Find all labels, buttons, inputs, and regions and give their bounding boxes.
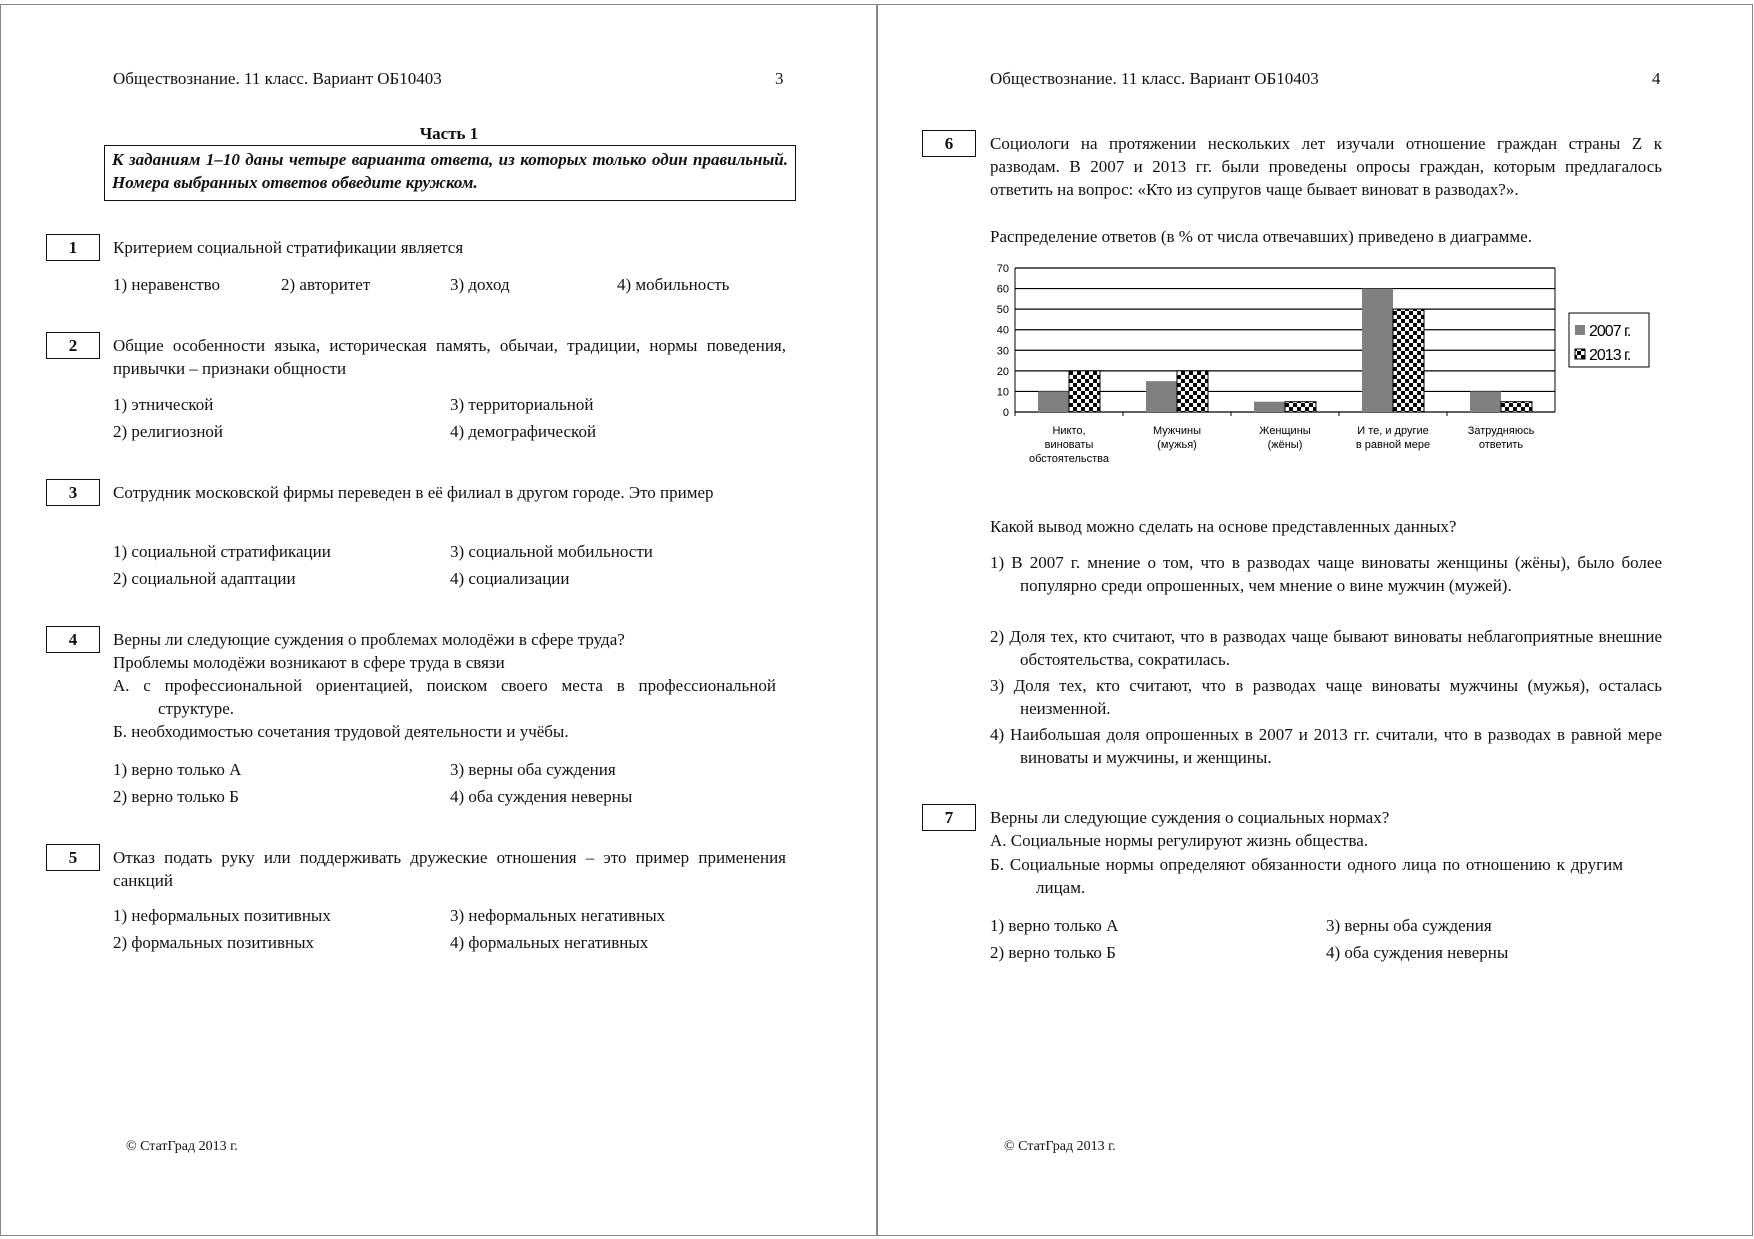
answer-option[interactable]: 1) неравенство [113, 275, 221, 294]
footer-copyright: © СтатГрад 2013 г. [1004, 1139, 1116, 1154]
answer-option[interactable]: 3) верны оба суждения [450, 760, 616, 779]
x-tick-label: Женщины [1259, 425, 1311, 437]
answer-option[interactable]: 2) религиозной [113, 422, 224, 441]
bar-2007 [1362, 289, 1393, 412]
legend-swatch [1575, 325, 1585, 335]
question-text: Отказ подать руку или поддерживать дружеские отношения – это пример применения санкций [113, 848, 786, 890]
question-number: 5 [46, 844, 100, 871]
question-number: 1 [46, 234, 100, 261]
x-tick-label: (мужья) [1157, 439, 1197, 451]
bar-2007 [1254, 402, 1285, 412]
answer-option[interactable]: 4) формальных негативных [450, 933, 649, 952]
statement-b: Б. необходимостью сочетания трудовой деятельности и учёбы. [113, 722, 569, 741]
y-tick-label: 10 [996, 386, 1009, 399]
answer-option[interactable]: 4) демографической [450, 422, 597, 441]
answer-option[interactable]: 1) неформальных позитивных [113, 906, 331, 925]
answer-option[interactable]: 1) верно только А [990, 916, 1119, 935]
page-number: 4 [1652, 69, 1661, 88]
y-tick-label: 30 [996, 345, 1009, 358]
question-number: 6 [922, 130, 976, 157]
bar-2013 [1501, 402, 1532, 412]
question-number: 4 [46, 626, 100, 653]
x-tick-label: ответить [1478, 439, 1524, 451]
legend-label: 2007 г. [1589, 323, 1631, 340]
y-tick-label: 70 [996, 263, 1009, 275]
answer-option[interactable]: 3) социальной мобильности [450, 542, 653, 561]
instruction-box: К заданиям 1–10 даны четыре варианта ответа, из которых только один правильный. Номера выбранных ответов обведите кружком. [104, 145, 796, 201]
statement-a: А. Социальные нормы регулируют жизнь общества. [990, 831, 1369, 850]
part-title: Часть 1 [419, 124, 479, 143]
question-text: Верны ли следующие суждения о социальных нормах? [990, 808, 1390, 827]
footer-copyright: © СтатГрад 2013 г. [126, 1139, 238, 1154]
answer-option[interactable]: 2) формальных позитивных [113, 933, 314, 952]
bar-2013 [1177, 371, 1208, 412]
bar-2007 [1146, 381, 1177, 412]
answer-option[interactable]: 1) В 2007 г. мнение о том, что в разводах чаще виноваты женщины (жёны), было более популярно среди опрошенных, чем мнение о вине мужчин (мужей). [990, 553, 1662, 595]
answer-option[interactable]: 4) оба суждения неверны [450, 787, 633, 806]
question-text: Сотрудник московской фирмы переведен в её филиал в другом городе. Это пример [113, 483, 714, 502]
y-tick-label: 20 [996, 365, 1009, 378]
answer-option[interactable]: 2) верно только Б [990, 943, 1116, 962]
page-number: 3 [775, 69, 784, 88]
question-number: 7 [922, 804, 976, 831]
y-tick-label: 50 [996, 304, 1009, 317]
bar-2013 [1069, 371, 1100, 412]
bar-2013 [1285, 402, 1316, 412]
x-tick-label: (жёны) [1267, 439, 1303, 451]
answer-option[interactable]: 4) оба суждения неверны [1326, 943, 1509, 962]
x-tick-label: Мужчины [1152, 425, 1202, 437]
question-prompt: Какой вывод можно сделать на основе представленных данных? [990, 517, 1457, 536]
answer-option[interactable]: 3) верны оба суждения [1326, 916, 1492, 935]
question-number: 2 [46, 332, 100, 359]
statement-b: Б. Социальные нормы определяют обязанности одного лица по отношению к другим лицам. [990, 855, 1623, 897]
answer-option[interactable]: 1) верно только А [113, 760, 242, 779]
x-tick-label: Затрудняюсь [1467, 425, 1535, 437]
page-header: Обществознание. 11 класс. Вариант ОБ10403 [990, 69, 1319, 88]
answer-option[interactable]: 3) неформальных негативных [450, 906, 666, 925]
question-text: Верны ли следующие суждения о проблемах молодёжи в сфере труда? [113, 630, 625, 649]
answer-option[interactable]: 2) социальной адаптации [113, 569, 296, 588]
bar-chart [985, 255, 1665, 475]
chart-caption: Распределение ответов (в % от числа отвечавших) приведено в диаграмме. [990, 227, 1532, 246]
bar-2013 [1393, 309, 1424, 412]
bar-2007 [1038, 391, 1069, 412]
legend-label: 2013 г. [1589, 347, 1631, 364]
answer-option[interactable]: 3) Доля тех, кто считают, что в разводах чаще виноваты мужчины (мужья), осталась неизменной. [990, 676, 1662, 718]
question-subtext: Проблемы молодёжи возникают в сфере труда в связи [113, 653, 505, 672]
statement-a: А. с профессиональной ориентацией, поиском своего места в профессиональной структуре. [113, 676, 776, 718]
question-text: Социологи на протяжении нескольких лет изучали отношение граждан страны Z к разводам. В 2007 и 2013 гг. были проведены опросы граждан, которым предлагалось ответить на вопрос: «Кто из супругов чаще бывает виноват в разводах?». [990, 134, 1662, 199]
x-tick-label: Никто, [1052, 425, 1086, 437]
x-tick-label: обстоятельства [1029, 453, 1109, 465]
question-text: Критерием социальной стратификации является [113, 238, 464, 257]
answer-option[interactable]: 2) Доля тех, кто считают, что в разводах чаще бывают виноваты неблагоприятные внешние обстоятельства, сократилась. [990, 627, 1662, 669]
answer-option[interactable]: 3) доход [450, 275, 510, 294]
answer-option[interactable]: 1) этнической [113, 395, 214, 414]
page-header: Обществознание. 11 класс. Вариант ОБ10403 [113, 69, 442, 88]
x-tick-label: в равной мере [1355, 439, 1431, 451]
bar-2007 [1470, 391, 1501, 412]
y-tick-label: 40 [996, 324, 1009, 337]
question-text: Общие особенности языка, историческая память, обычаи, традиции, нормы поведения, привычки – признаки общности [113, 336, 786, 378]
x-tick-label: виноваты [1044, 439, 1094, 451]
x-tick-label: И те, и другие [1357, 425, 1429, 437]
answer-option[interactable]: 2) верно только Б [113, 787, 239, 806]
answer-option[interactable]: 3) территориальной [450, 395, 594, 414]
y-tick-label: 0 [1002, 407, 1009, 419]
legend-swatch [1575, 349, 1585, 359]
answer-option[interactable]: 2) авторитет [281, 275, 371, 294]
answer-option[interactable]: 4) мобильность [617, 275, 730, 294]
answer-option[interactable]: 4) социализации [450, 569, 570, 588]
answer-option[interactable]: 1) социальной стратификации [113, 542, 331, 561]
y-tick-label: 60 [996, 283, 1009, 296]
answer-option[interactable]: 4) Наибольшая доля опрошенных в 2007 и 2013 гг. считали, что в разводах в равной мере виноваты и мужчины, и женщины. [990, 725, 1662, 767]
question-number: 3 [46, 479, 100, 506]
